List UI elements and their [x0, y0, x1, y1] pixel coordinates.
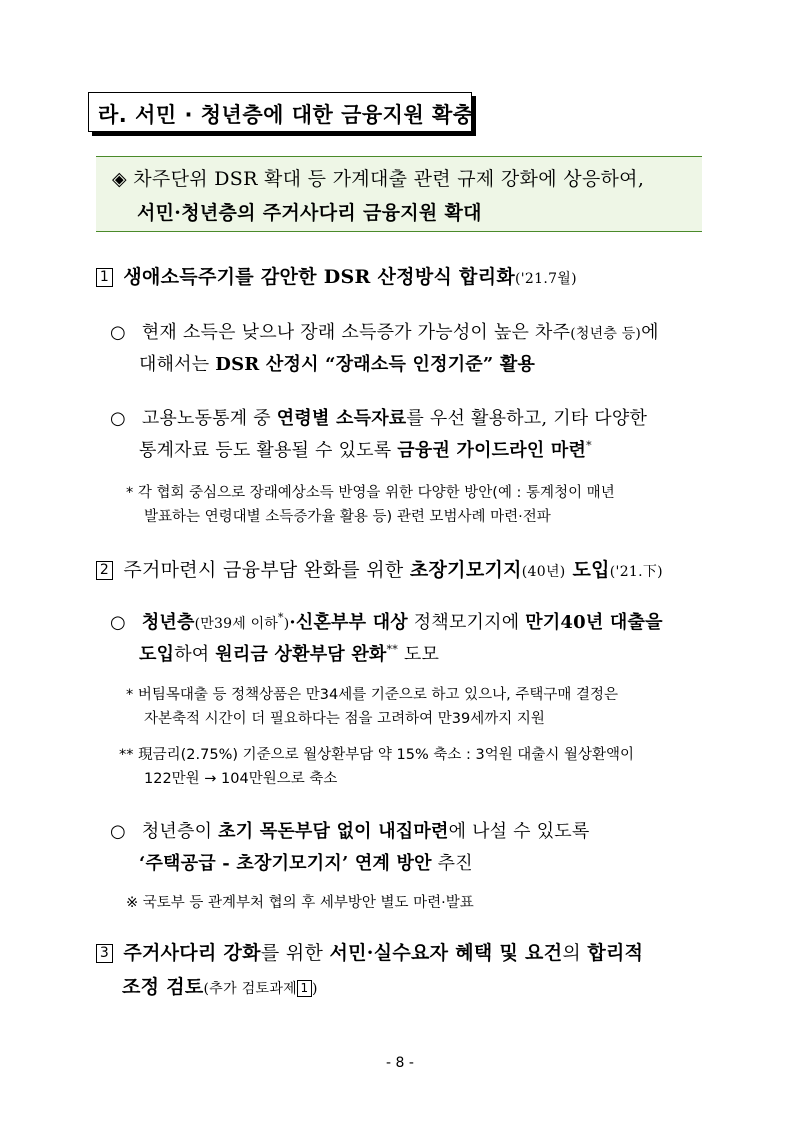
circle-bullet-icon: ○	[110, 322, 126, 343]
item-2-footnote-2-line-1: ** 現금리(2.75%) 기준으로 월상환부담 약 15% 축소 : 3억원 대출시 월상환액이	[119, 747, 634, 763]
item-1-bullet-1-line-2: 대해서는 DSR 산정시 “장래소득 인정기준” 활용	[139, 354, 536, 375]
page-number: - 8 -	[386, 1055, 414, 1071]
item-2-bullet-1-line-1: ○ 청년층(만39세 이하*)·신혼부부 대상 정책모기지에 만기40년 대출을	[110, 611, 663, 633]
summary-line-1: ◈ 차주단위 DSR 확대 등 가계대출 관련 규제 강화에 상응하여,	[112, 168, 645, 190]
diamond-icon: ◈	[112, 168, 127, 190]
item-number-box: 2	[96, 561, 113, 580]
item-1-bullet-2-line-2: 통계자료 등도 활용될 수 있도록 금융권 가이드라인 마련*	[139, 439, 592, 461]
item-2-footnote-2-line-2: 122만원 → 104만원으로 축소	[144, 771, 338, 787]
item-3-line-1: 3 주거사다리 강화를 위한 서민·실수요자 혜택 및 요건의 합리적	[96, 938, 643, 965]
item-1-heading: 1 생애소득주기를 감안한 DSR 산정방식 합리화('21.7월)	[96, 262, 577, 289]
item-2-footnote-1-line-2: 자본축적 시간이 더 필요하다는 점을 고려하여 만39세까지 지원	[144, 711, 545, 727]
item-2-bullet-2-line-2: ‘주택공급 - 초장기모기지’ 연계 방안 추진	[139, 853, 473, 874]
item-number-box: 3	[96, 944, 113, 963]
section-title: 라. 서민 · 청년층에 대한 금융지원 확충	[98, 103, 474, 127]
item-2-bullet-2-line-1: ○ 청년층이 초기 목돈부담 없이 내집마련에 나설 수 있도록	[110, 821, 590, 842]
item-2-note: ※ 국토부 등 관계부처 협의 후 세부방안 별도 마련·발표	[126, 895, 474, 911]
item-2-bullet-1-line-2: 도입하여 원리금 상환부담 완화** 도모	[139, 643, 440, 665]
circle-bullet-icon: ○	[110, 612, 126, 633]
item-1-footnote-line-2: 발표하는 연령대별 소득증가율 활용 등) 관련 모범사례 마련·전파	[144, 509, 551, 525]
circle-bullet-icon: ○	[110, 821, 126, 842]
item-2-footnote-1-line-1: * 버팀목대출 등 정책상품은 만34세를 기준으로 하고 있으나, 주택구매 결정은	[126, 687, 618, 703]
item-1-bullet-1-line-1: ○ 현재 소득은 낮으나 장래 소득증가 가능성이 높은 차주(청년층 등)에	[110, 322, 659, 343]
item-2-heading: 2 주거마련시 금융부담 완화를 위한 초장기모기지(40년) 도입('21.下)	[96, 555, 663, 582]
item-1-bullet-2-line-1: ○ 고용노동통계 중 연령별 소득자료를 우선 활용하고, 기타 다양한	[110, 408, 648, 429]
item-number-box: 1	[96, 268, 113, 287]
item-1-footnote-line-1: * 각 협회 중심으로 장래예상소득 반영을 위한 다양한 방안(예 : 통계청이 매년	[126, 485, 615, 501]
item-number-box: 1	[297, 980, 312, 997]
circle-bullet-icon: ○	[110, 408, 126, 429]
item-3-line-2: 조정 검토(추가 검토과제 1 )	[122, 976, 318, 998]
summary-line-2: 서민·청년층의 주거사다리 금융지원 확대	[137, 202, 482, 224]
